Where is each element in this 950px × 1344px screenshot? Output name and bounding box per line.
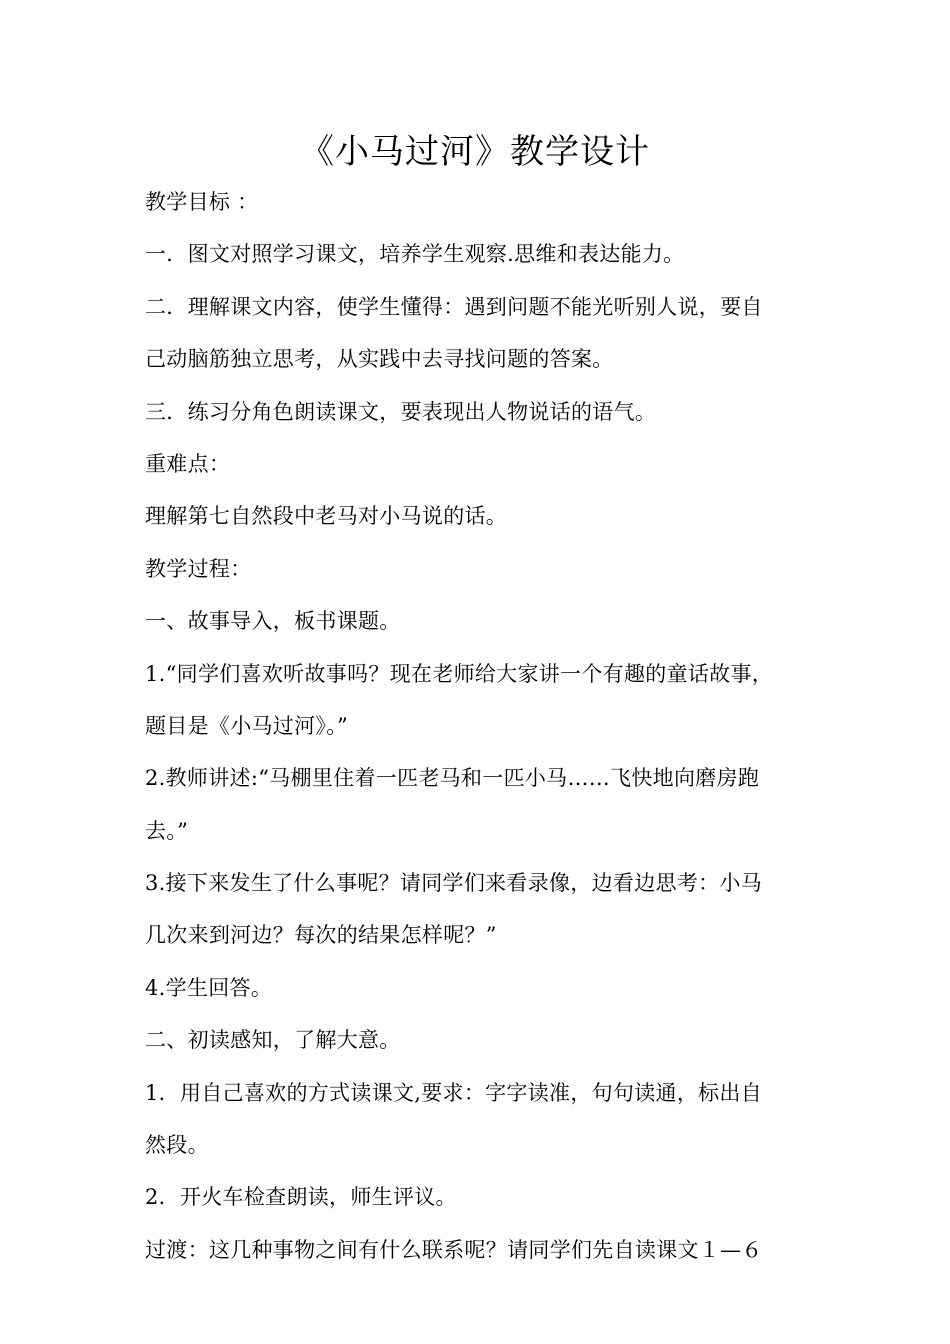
paragraph-line: 二、初读感知，了解大意。 <box>145 1028 401 1053</box>
section-heading-process: 教学过程： <box>145 556 252 581</box>
section-heading-objectives: 教学目标 ： <box>145 190 259 214</box>
paragraph-line: 4.学生回答。 <box>145 975 273 1000</box>
paragraph-line: 己动脑筋独立思考，从实践中去寻找问题的答案。 <box>145 347 614 372</box>
paragraph-line: 2.教师讲述:“马棚里住着一匹老马和一匹小马……飞快地向磨房跑 <box>145 766 760 791</box>
paragraph-line: 去。” <box>145 818 189 843</box>
paragraph-line: 1．用自己喜欢的方式读课文,要求：字字读准，句句读通，标出自 <box>145 1080 763 1105</box>
paragraph-line: 1.“同学们喜欢听故事吗？现在老师给大家讲一个有趣的童话故事， <box>145 661 774 686</box>
paragraph-line: 二．理解课文内容，使学生懂得：遇到问题不能光听别人说，要自 <box>145 294 763 319</box>
page-title: 《小马过河》教学设计 <box>300 132 650 172</box>
document-body <box>145 184 825 1284</box>
paragraph-line: 一、故事导入，板书课题。 <box>145 609 401 634</box>
paragraph-line: 2．开火车检查朗读，师生评议。 <box>145 1185 457 1210</box>
paragraph-line: 3.接下来发生了什么事呢？请同学们来看录像，边看边思考：小马 <box>145 871 763 896</box>
paragraph-line: 然段。 <box>145 1133 209 1158</box>
paragraph-line: 过渡：这几种事物之间有什么联系呢？请同学们先自读课文１—６ <box>145 1237 763 1262</box>
section-heading-key-points: 重难点： <box>145 451 231 476</box>
paragraph-line: 几次来到河边？每次的结果怎样呢？” <box>145 923 497 948</box>
paragraph-line: 一．图文对照学习课文，培养学生观察.思维和表达能力。 <box>145 242 685 267</box>
paragraph-line: 理解第七自然段中老马对小马说的话。 <box>145 504 508 529</box>
paragraph-line: 题目是《小马过河》。” <box>145 713 349 738</box>
paragraph-line: 三．练习分角色朗读课文，要表现出人物说话的语气。 <box>145 399 657 424</box>
